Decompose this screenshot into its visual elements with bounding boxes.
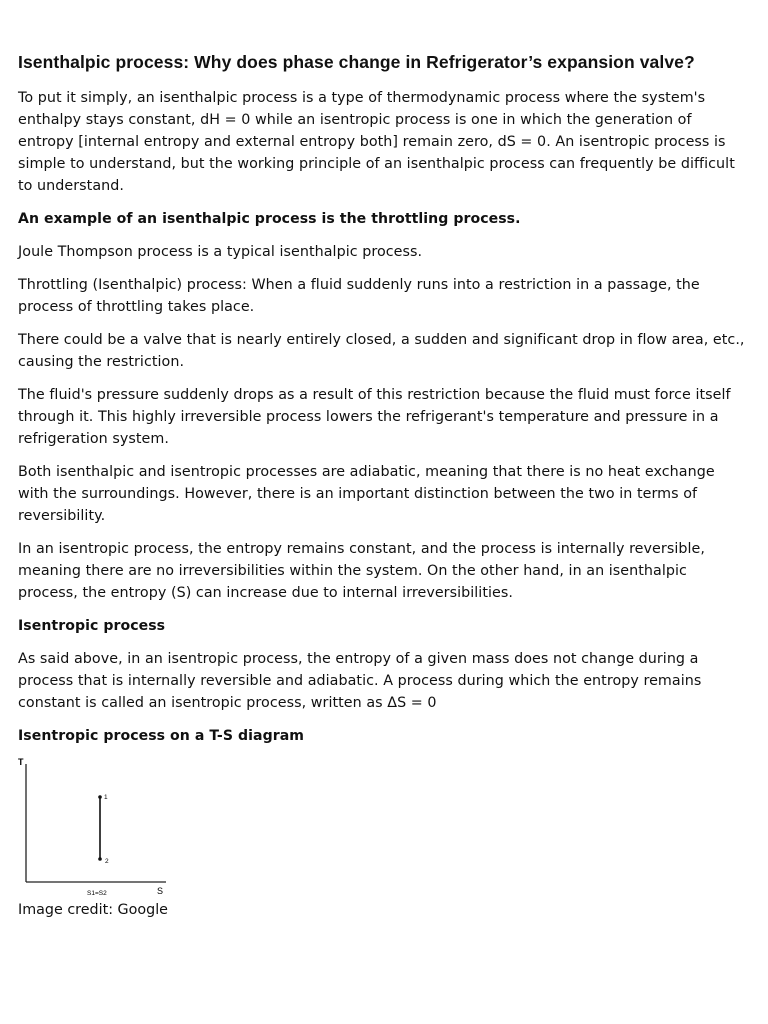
paragraph-pressure-drop: The fluid's pressure suddenly drops as a result of this restriction because the fluid must force itself through it. This highly irreversible process lowers the refrigerant's temperature and pressure in a refrigeration system. — [18, 387, 731, 447]
state-point-2 — [98, 857, 102, 861]
heading-isentropic-process: Isentropic process — [18, 618, 166, 634]
paragraph-isentropic-definition: As said above, in an isentropic process, the entropy of a given mass does not change during a process that is internally reversible and adiabatic. A process during which the entropy remains constant is called an isentropic process, written as ΔS = 0 — [18, 651, 702, 711]
paragraph-throttling-definition: Throttling (Isenthalpic) process: When a fluid suddenly runs into a restriction in a passage, the process of throttling takes place. — [18, 277, 700, 315]
article-title: Isenthalpic process: Why does phase change in Refrigerator’s expansion valve? — [18, 52, 695, 72]
x-axis-label: S — [157, 886, 164, 896]
paragraph-joule-thompson: Joule Thompson process is a typical isenthalpic process. — [18, 244, 423, 260]
state-point-2-label: 2 — [105, 858, 109, 865]
y-axis-label: T — [18, 758, 24, 767]
paragraph-adiabatic: Both isenthalpic and isentropic processes are adiabatic, meaning that there is no heat exchange with the surroundings. However, there is an important distinction between the two in terms of reversibility. — [18, 464, 715, 524]
paragraph-intro: To put it simply, an isenthalpic process is a type of thermodynamic process where the system's enthalpy stays constant, dH = 0 while an isentropic process is one in which the generation of entropy [internal entropy and external entropy both] remain zero, dS = 0. An isentropic process is simple to understand, but the working principle of an isenthalpic process can frequently be difficult to understand. — [18, 90, 735, 194]
heading-ts-diagram: Isentropic process on a T-S diagram — [18, 728, 304, 744]
paragraph-restriction: There could be a valve that is nearly entirely closed, a sudden and significant drop in flow area, etc., causing the restriction. — [18, 332, 745, 370]
ts-diagram — [16, 758, 176, 898]
paragraph-throttling-example: An example of an isenthalpic process is the throttling process. — [18, 211, 521, 227]
image-credit: Image credit: Google — [18, 902, 168, 918]
paragraph-entropy-comparison: In an isentropic process, the entropy remains constant, and the process is internally reversible, meaning there are no irreversibilities within the system. On the other hand, in an isenthalpic process, the entropy (S) can increase due to internal irreversibilities. — [18, 541, 705, 601]
article — [18, 50, 748, 921]
x-tick-label: S1=S2 — [87, 890, 107, 897]
state-point-1-label: 1 — [104, 794, 108, 801]
state-point-1 — [98, 795, 102, 799]
